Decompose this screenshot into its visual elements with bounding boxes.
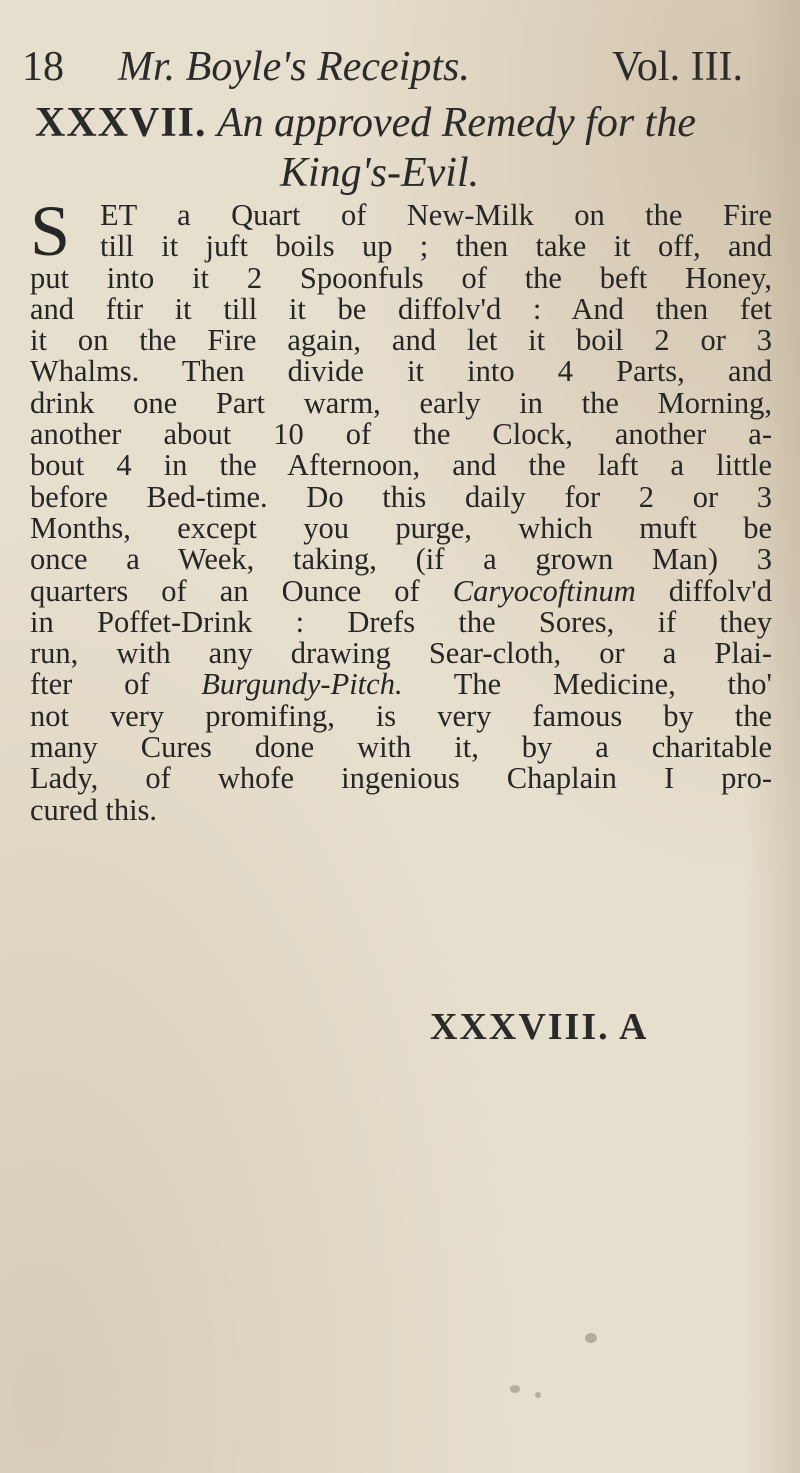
body-line: and ftir it till it be diffolv'd : And then fet	[30, 291, 772, 326]
body-line: another about 10 of the Clock, another a-	[30, 417, 772, 452]
body-line: cured this.	[30, 792, 158, 827]
body-line: drink one Part warm, early in the Morning,	[30, 385, 772, 420]
body-line-italic: Burgundy-Pitch.	[201, 667, 403, 702]
volume-label: Vol. III.	[612, 44, 744, 90]
receipt-body	[30, 191, 773, 827]
receipt-title-part2: King's-Evil.	[280, 150, 480, 196]
body-line-part: quarters of an Ounce of	[30, 573, 420, 608]
body-line: bout 4 in the Afternoon, and the laft a little	[30, 448, 772, 483]
body-line: once a Week, taking, (if a grown Man) 3	[30, 542, 772, 577]
body-line-compound	[30, 669, 772, 700]
ink-spot	[585, 1333, 597, 1343]
body-line: in Poffet-Drink : Drefs the Sores, if they	[30, 604, 772, 639]
receipt-number: XXXVII.	[35, 100, 207, 146]
receipt-heading	[35, 98, 775, 198]
running-head	[22, 42, 782, 92]
ink-spot	[535, 1392, 541, 1398]
page-number: 18	[22, 44, 64, 90]
body-line: till it juft boils up ; then take it off, and	[100, 229, 772, 264]
body-line-italic: Caryocoftinum	[452, 573, 636, 608]
running-head-title: Mr. Boyle's Receipts.	[118, 44, 470, 90]
body-line-part: The Medicine, tho'	[453, 667, 773, 702]
body-line: many Cures done with it, by a charitable	[30, 730, 772, 765]
body-line: run, with any drawing Sear-cloth, or a Plai-	[30, 636, 772, 671]
drop-cap: S	[30, 191, 71, 271]
catchword: XXXVIII. A	[430, 1006, 649, 1048]
body-line: ET a Quart of New-Milk on the Fire	[100, 198, 772, 232]
body-line: not very promifing, is very famous by the	[30, 698, 772, 733]
body-line: Whalms. Then divide it into 4 Parts, and	[30, 354, 772, 389]
body-line: it on the Fire again, and let it boil 2 or 3	[30, 323, 772, 358]
body-line-part: fter of	[30, 667, 150, 702]
receipt-title-part1: An approved Remedy for the	[217, 100, 696, 146]
body-line-compound	[30, 573, 773, 608]
body-line: put into it 2 Spoonfuls of the beft Honey,	[30, 260, 772, 295]
ink-spot	[510, 1385, 520, 1393]
body-line: before Bed-time. Do this daily for 2 or 3	[30, 479, 772, 514]
body-line: Months, except you purge, which muft be	[30, 510, 772, 545]
body-line-part: diffolv'd	[668, 573, 773, 608]
body-line: Lady, of whofe ingenious Chaplain I pro-	[30, 761, 772, 796]
